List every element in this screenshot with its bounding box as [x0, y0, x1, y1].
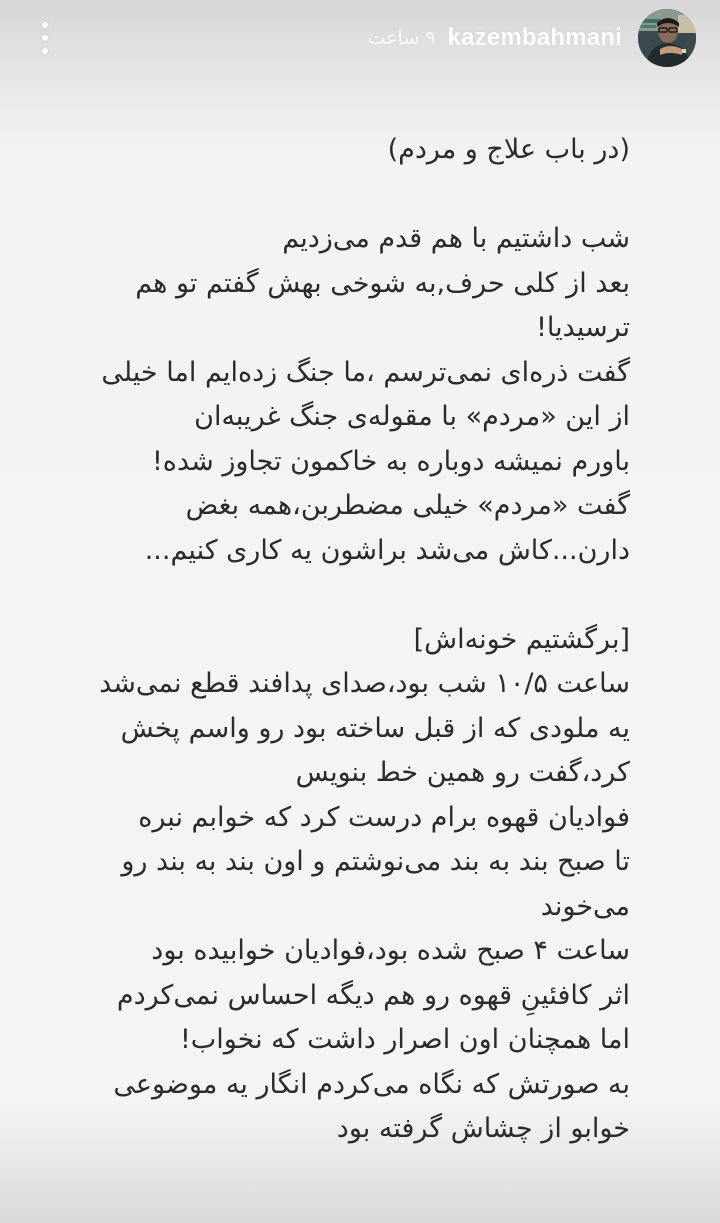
blank-line — [50, 573, 630, 618]
story-line: فوادیان قهوه برام درست کرد که خوابم نبره — [138, 801, 630, 833]
story-user-info — [368, 18, 622, 58]
story-line: کرد،گفت رو همین خط بنویس — [295, 757, 630, 788]
story-line: دارن...کاش می‌شد براشون یه کاری کنیم... — [144, 534, 630, 566]
story-line: به صورتش که نگاه می‌کردم انگار یه موضوعی — [113, 1068, 630, 1100]
story-line: ساعت ۱۰/۵ شب بود،صدای پدافند قطع نمی‌شد — [99, 668, 630, 699]
vertical-ellipsis-icon — [42, 22, 48, 28]
story-line: خوابو از چشاش گرفته بود — [336, 1113, 630, 1144]
more-options-button[interactable] — [32, 20, 58, 56]
story-line: شب داشتیم با هم قدم می‌زدیم — [282, 223, 630, 254]
story-line: اما همچنان اون اصرار داشت که نخواب! — [179, 1024, 630, 1055]
blank-line — [50, 173, 630, 218]
story-line: از این «مردم» با مقوله‌ی جنگ غریبه‌ان — [194, 401, 630, 432]
story-line: بعد از کلی حرف,به شوخی بهش گفتم تو هم — [135, 267, 630, 299]
story-line: باورم نمیشه دوباره به خاکمون تجاوز شده! — [151, 445, 630, 477]
story-line: ساعت ۴ صبح شده بود،فوادیان خوابیده بود — [151, 935, 630, 966]
story-line: یه ملودی که از قبل ساخته بود رو واسم پخش — [120, 712, 630, 744]
vertical-ellipsis-icon — [42, 35, 48, 41]
story-line: می‌خوند — [540, 890, 630, 922]
story-text — [50, 128, 630, 1152]
story-line: گفت «مردم» خیلی مضطربن،همه بغض — [185, 490, 630, 521]
story-line: [برگشتیم خونه‌اش] — [413, 623, 630, 655]
story-line: گفت ذره‌ای نمی‌ترسم ،ما جنگ زده‌ایم اما خیلی — [101, 356, 630, 388]
story-title: (در باب علاج و مردم) — [387, 134, 630, 165]
story-username[interactable]: kazembahmani — [447, 24, 622, 51]
story-header — [0, 0, 720, 80]
story-timestamp: ۹ ساعت — [367, 27, 436, 49]
story-line: تا صبح بند به بند می‌نوشتم و اون بند به بند رو — [121, 846, 630, 877]
avatar-photo-icon — [638, 9, 696, 67]
avatar[interactable] — [638, 9, 696, 67]
story-line: اثر کافئینِ قهوه رو هم دیگه احساس نمی‌کردم — [116, 979, 630, 1011]
vertical-ellipsis-icon — [42, 48, 48, 54]
story-line: ترسیدیا! — [536, 312, 630, 343]
